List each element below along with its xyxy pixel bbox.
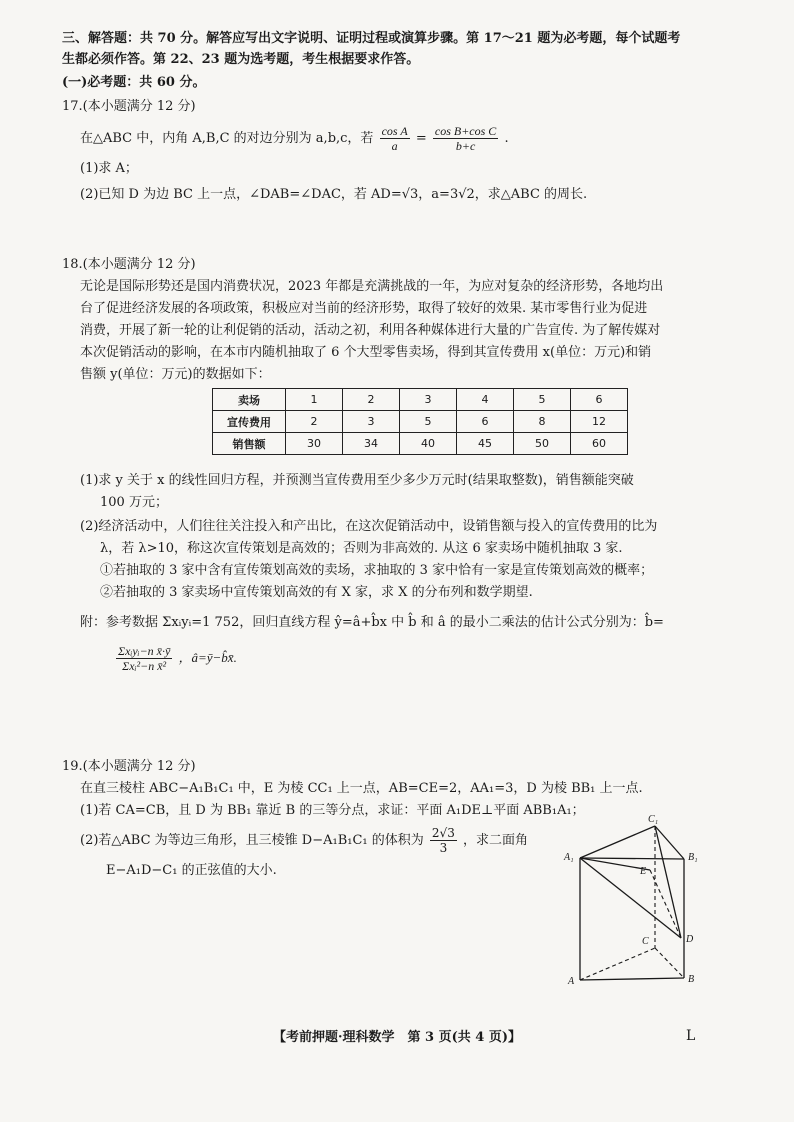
label-a: A — [568, 976, 575, 987]
table-cell: 6 — [457, 411, 514, 433]
row-label-stores: 卖场 — [213, 389, 286, 411]
q17-stem-prefix: 在△ABC 中，内角 A,B,C 的对边分别为 a,b,c，若 — [80, 131, 374, 146]
table-cell: 12 — [571, 411, 628, 433]
q18-ref-den: Σxᵢ²−n x̄² — [122, 659, 167, 673]
q18-part1-line2: 100 万元； — [100, 495, 168, 510]
q18-para-line: 消费，开展了新一轮的让利促销的活动，活动之初，利用各种媒体进行大量的广告宣传. 为了解传媒对 — [80, 323, 661, 338]
table-cell: 50 — [514, 433, 571, 455]
table-cell: 5 — [400, 411, 457, 433]
label-b: B — [688, 974, 695, 985]
q19-part1: (1)若 CA=CB，且 D 为 BB₁ 靠近 B 的三等分点，求证：平面 A₁DE⊥平面 ABB₁A₁； — [80, 803, 585, 818]
q19-part2-suffix: ，求二面角 — [462, 833, 528, 848]
q18-part2-line2: λ，若 λ>10，称这次宣传策划是高效的；否则为非高效的. 从这 6 家卖场中随机抽取 3 家. — [100, 541, 623, 556]
required-header: (一)必考题：共 60 分。 — [62, 75, 206, 90]
table-row-ad-cost — [213, 411, 628, 433]
q17-frac2-num: cos B+cos C — [434, 124, 497, 138]
q17-part2: (2)已知 D 为边 BC 上一点，∠DAB=∠DAC，若 AD=√3，a=3√2，求△ABC 的周长. — [80, 187, 588, 202]
q17-stem-suffix: . — [504, 131, 509, 146]
hidden-edge-c-b — [655, 948, 684, 978]
q18-data-table — [212, 388, 628, 455]
q17-equals: = — [415, 131, 427, 146]
label-a1: A₁ — [564, 852, 574, 863]
section-header-line2: 生都必须作答。第 22、23 题为选考题，考生根据要求作答。 — [62, 52, 420, 67]
table-cell: 30 — [286, 433, 343, 455]
q17-frac2-den: b+c — [455, 139, 476, 153]
q19-title: 19.(本小题满分 12 分) — [62, 759, 196, 774]
edge-a-b — [580, 978, 684, 980]
table-cell: 3 — [400, 389, 457, 411]
table-cell: 6 — [571, 389, 628, 411]
q19-volume-fraction — [430, 826, 457, 855]
q19-part2-line2: E−A₁D−C₁ 的正弦值的大小. — [106, 863, 277, 878]
table-cell: 40 — [400, 433, 457, 455]
label-e: E — [640, 866, 647, 877]
corner-mark: L — [686, 1028, 696, 1044]
section-header-line1: 三、解答题：共 70 分。解答应写出文字说明、证明过程或演算步骤。第 17～21 题为必考题，每个试题考 — [62, 31, 681, 46]
table-row-stores — [213, 389, 628, 411]
q18-ref-num: Σxᵢyᵢ−n x̄·ȳ — [118, 644, 171, 658]
q19-stem: 在直三棱柱 ABC−A₁B₁C₁ 中，E 为棱 CC₁ 上一点，AB=CE=2，AA₁=3，D 为棱 BB₁ 上一点. — [80, 781, 643, 796]
q18-part2-line1: (2)经济活动中，人们往往关注投入和产出比，在这次促销活动中，设销售额与投入的宣传费用的比为 — [80, 519, 658, 534]
q18-para-line: 无论是国际形势还是国内消费状况，2023 年都是充满挑战的一年，为应对复杂的经济形势，各地均出 — [80, 279, 664, 294]
table-cell: 4 — [457, 389, 514, 411]
label-b1: B₁ — [688, 852, 698, 863]
q18-part2-sub1: ①若抽取的 3 家中含有宣传策划高效的卖场，求抽取的 3 家中恰有一家是宣传策划高效的概率； — [100, 563, 654, 578]
table-cell: 45 — [457, 433, 514, 455]
q18-reference-line1: 附：参考数据 Σxᵢyᵢ=1 752，回归直线方程 ŷ=â+b̂x 中 b̂ 和 â 的最小二乘法的估计公式分别为：b̂= — [80, 615, 664, 630]
q19-part2 — [80, 824, 528, 858]
row-label-sales: 销售额 — [213, 433, 286, 455]
q17-frac1-den: a — [391, 139, 398, 153]
q17-title: 17.(本小题满分 12 分) — [62, 99, 196, 114]
q18-part1-line1: (1)求 y 关于 x 的线性回归方程，并预测当宣传费用至少多少万元时(结果取整数)，销售额能突破 — [80, 473, 634, 488]
table-cell: 34 — [343, 433, 400, 455]
table-cell: 60 — [571, 433, 628, 455]
label-c: C — [642, 936, 649, 947]
q19-vol-den: 3 — [439, 841, 448, 855]
row-label-ad-cost: 宣传费用 — [213, 411, 286, 433]
table-row-sales — [213, 433, 628, 455]
q17-fraction-right — [433, 124, 498, 153]
q18-b-hat-fraction — [116, 644, 172, 673]
label-c1: C₁ — [648, 814, 659, 825]
label-d: D — [686, 934, 694, 945]
q18-para-line: 本次促销活动的影响，在本市内随机抽取了 6 个大型零售卖场，得到其宣传费用 x(单位：万元)和销 — [80, 345, 652, 360]
q18-title: 18.(本小题满分 12 分) — [62, 257, 196, 272]
prism-diagram — [560, 808, 710, 998]
q19-vol-num: 2√3 — [431, 826, 455, 840]
edge-a1-b1 — [580, 858, 684, 859]
page-footer: 【考前押题·理科数学 第 3 页(共 4 页)】 — [272, 1030, 522, 1045]
table-cell: 5 — [514, 389, 571, 411]
table-cell: 3 — [343, 411, 400, 433]
q18-ref-tail: ，â=ȳ−b̂x̄. — [178, 650, 237, 665]
table-cell: 2 — [343, 389, 400, 411]
q18-para-line: 台了促进经济发展的各项政策，积极应对当前的经济形势，取得了较好的效果. 某市零售行业为促进 — [80, 301, 648, 316]
table-cell: 2 — [286, 411, 343, 433]
edge-a1-c1 — [580, 826, 655, 858]
q18-reference-formula — [114, 640, 237, 680]
table-cell: 8 — [514, 411, 571, 433]
q18-para-line: 售额 y(单位：万元)的数据如下： — [80, 367, 271, 382]
q17-stem — [80, 122, 509, 156]
q17-part1: (1)求 A； — [80, 161, 138, 176]
q17-fraction-left — [380, 124, 410, 153]
hidden-edge-a-c — [580, 948, 655, 980]
table-cell: 1 — [286, 389, 343, 411]
q17-frac1-num: cos A — [381, 124, 408, 138]
q18-part2-sub2: ②若抽取的 3 家卖场中宣传策划高效的有 X 家，求 X 的分布列和数学期望. — [100, 585, 533, 600]
q19-part2-prefix: (2)若△ABC 为等边三角形，且三棱锥 D−A₁B₁C₁ 的体积为 — [80, 833, 424, 848]
